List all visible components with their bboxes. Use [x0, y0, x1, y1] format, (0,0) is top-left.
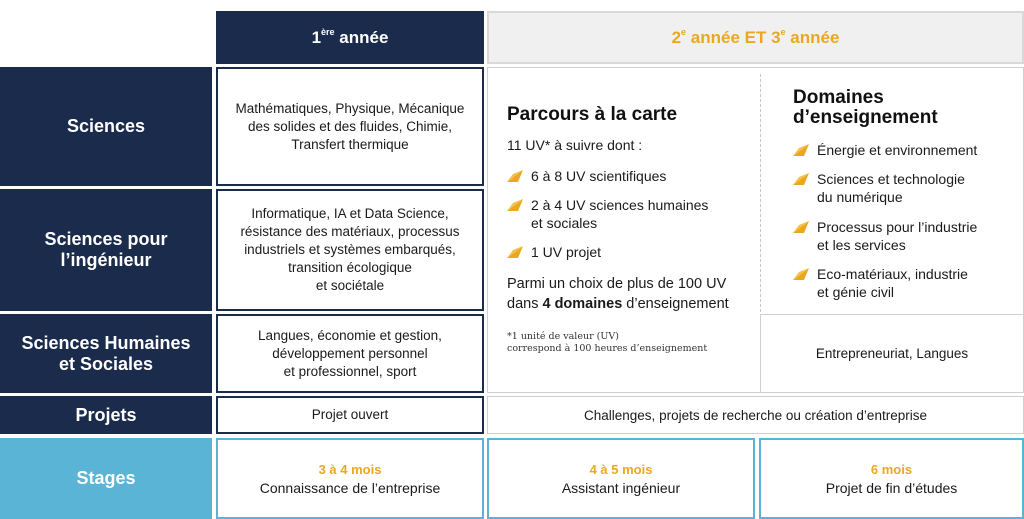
domaine-item-text: Eco-matériaux, industrie et génie civil [817, 266, 968, 300]
header-year1 [216, 11, 484, 64]
domaine-item-text: Sciences et technologie du numérique [817, 171, 965, 205]
stage-duration: 3 à 4 mois [318, 461, 382, 477]
arrow-bullet-icon [507, 246, 523, 258]
year1-sciences-text: Mathématiques, Physique, Mécanique des solides et des fluides, Chimie, Transfert thermique [235, 100, 465, 152]
parcours-title: Parcours à la carte [507, 104, 678, 125]
stage-label: Assistant ingénieur [561, 479, 681, 496]
year1-spi-cell [216, 189, 484, 311]
row-label-projets [0, 396, 212, 434]
arrow-bullet-icon [507, 199, 523, 211]
parcours-choice [507, 274, 729, 314]
domaine-item [793, 141, 977, 159]
year23-projets-cell [487, 396, 1024, 434]
domaine-item [793, 218, 977, 254]
parcours-item [507, 196, 708, 232]
domaine-item [793, 170, 965, 206]
row-label-spi-line1: Sciences pour [44, 229, 168, 249]
row-label-shs [0, 314, 212, 393]
arrow-bullet-icon [793, 268, 809, 280]
header-year23 [487, 11, 1024, 64]
stage-label: Projet de fin d’études [825, 479, 958, 496]
stage-duration: 6 mois [870, 461, 913, 477]
row-label-spi-line2: l’ingénieur [60, 250, 152, 270]
row-label-shs-line2: et Sociales [58, 353, 154, 374]
row-label-sciences [0, 67, 212, 186]
parcours-item [507, 243, 601, 261]
stage-cell [216, 438, 484, 519]
parcours-item-text: 6 à 8 UV scientifiques [531, 168, 667, 184]
year1-projets-cell [216, 396, 484, 434]
year23-projets-text: Challenges, projets de recherche ou création d’entreprise [584, 407, 927, 423]
row-label-sciences-text: Sciences [66, 116, 146, 136]
stage-duration: 4 à 5 mois [589, 461, 653, 477]
row-label-projets-text: Projets [75, 404, 137, 425]
domaines-title: Domaines d’enseignement [793, 87, 938, 128]
domaine-item [793, 265, 968, 301]
arrow-bullet-icon [507, 170, 523, 182]
stage-cell [759, 438, 1024, 519]
row-label-spi [0, 189, 212, 311]
year1-projets-text: Projet ouvert [311, 407, 389, 422]
year1-shs-cell [216, 314, 484, 393]
header-year1-text: 1ère année [311, 26, 389, 47]
arrow-bullet-icon [793, 173, 809, 185]
row-label-stages-text: Stages [76, 468, 136, 488]
parcours-intro: 11 UV* à suivre dont : [507, 137, 643, 153]
stage-cell [487, 438, 755, 519]
stage-label: Connaissance de l’entreprise [259, 479, 441, 496]
parcours-choice-bold: 4 domaines [542, 296, 623, 312]
year1-sciences-cell [216, 67, 484, 186]
year23-shs-text: Entrepreneuriat, Langues [815, 346, 969, 361]
dashed-divider [760, 74, 761, 312]
year1-shs-text: Langues, économie et gestion, développement personnel et professionnel, sport [258, 327, 442, 379]
header-year23-text: 2e année ET 3e année [671, 26, 840, 47]
parcours-footnote: *1 unité de valeur (UV) correspond à 100 heures d’enseignement [507, 331, 708, 354]
parcours-choice-post: d’enseignement [622, 296, 729, 312]
domaine-item-text: Énergie et environnement [817, 142, 978, 158]
row-label-stages [0, 438, 212, 519]
parcours-choice-pre: Parmi un choix de plus de 100 UV dans [507, 276, 727, 312]
row-label-shs-line1: Sciences Humaines [21, 332, 191, 353]
parcours-item [507, 167, 666, 185]
arrow-bullet-icon [793, 221, 809, 233]
domaine-item-text: Processus pour l’industrie et les services [817, 219, 978, 253]
year23-shs-cell [760, 314, 1024, 393]
arrow-bullet-icon [793, 144, 809, 156]
parcours-item-text: 1 UV projet [531, 244, 602, 260]
parcours-item-text: 2 à 4 UV sciences humaines et sociales [531, 197, 709, 231]
year1-spi-text: Informatique, IA et Data Science, résistance des matériaux, processus industriels et systèmes embarqués, transition écologique et sociétale [240, 206, 460, 293]
